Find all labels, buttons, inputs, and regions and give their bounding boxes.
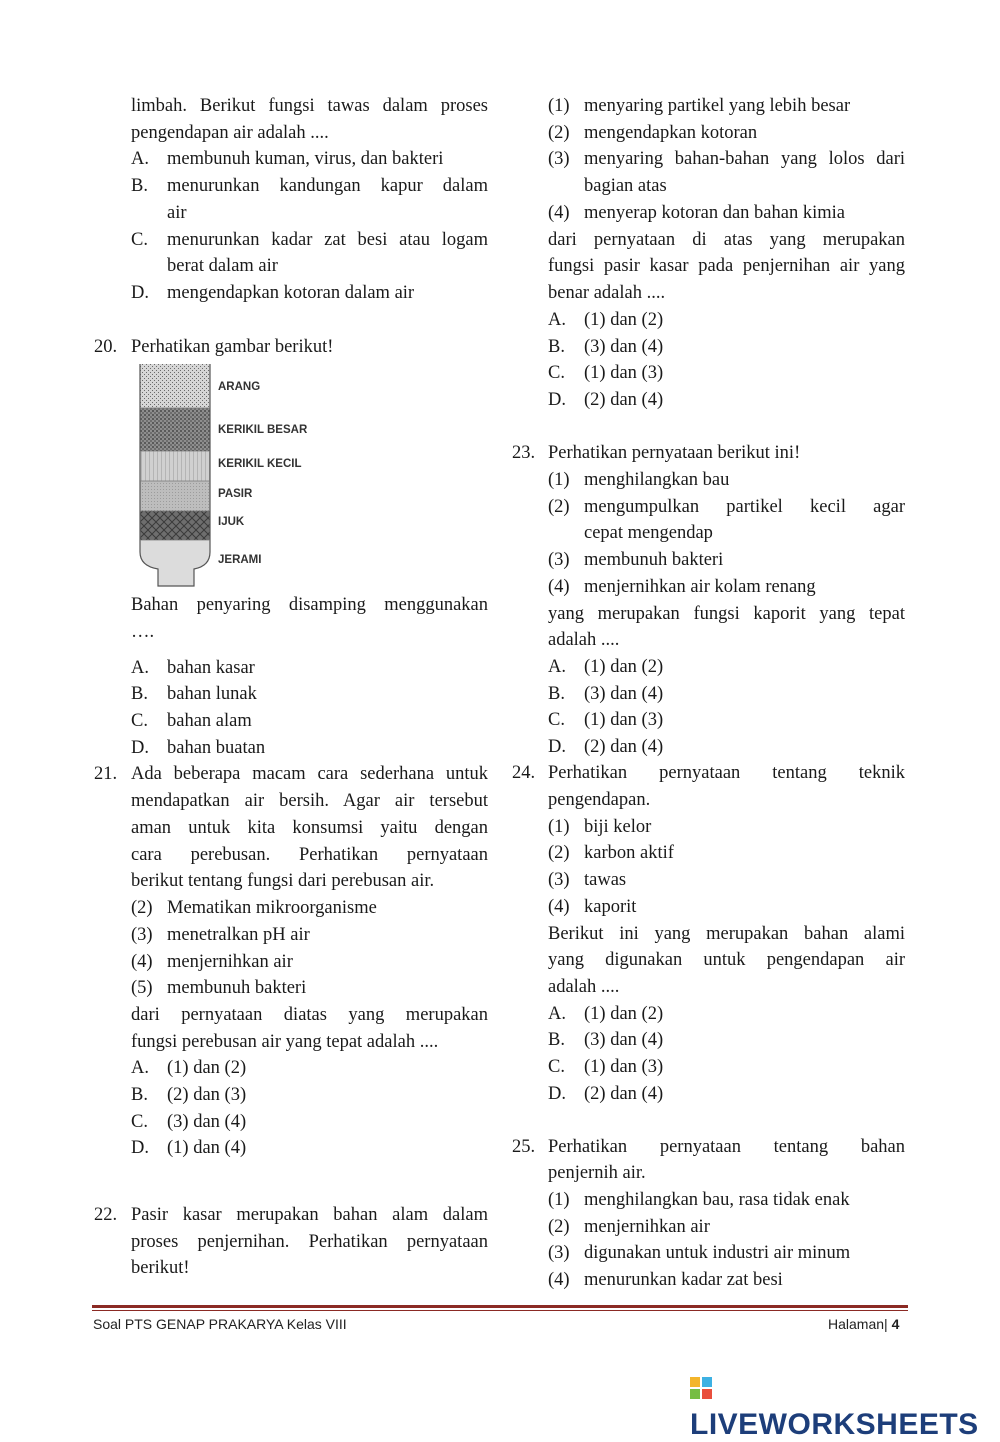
q21-question-line-1: dari pernyataan diatas yang merupakan bbox=[131, 1005, 488, 1025]
q20-option-d[interactable]: bahan buatan bbox=[167, 738, 266, 758]
q21-option-c-letter: C. bbox=[131, 1112, 148, 1132]
q24-option-a[interactable]: (1) dan (2) bbox=[584, 1004, 664, 1024]
q20-option-d-letter: D. bbox=[131, 738, 149, 758]
q23-option-a[interactable]: (1) dan (2) bbox=[584, 657, 664, 677]
q22-statement-num: (2) bbox=[548, 123, 570, 143]
q20-option-c[interactable]: bahan alam bbox=[167, 711, 252, 731]
q24-statement: karbon aktif bbox=[584, 843, 674, 863]
q20-option-a[interactable]: bahan kasar bbox=[167, 658, 255, 678]
q21-option-d[interactable]: (1) dan (4) bbox=[167, 1138, 247, 1158]
label-jerami: JERAMI bbox=[218, 554, 262, 566]
q25-stem-line-1: Perhatikan pernyataan tentang bahan bbox=[548, 1137, 905, 1157]
q20-caption-line-1: Bahan penyaring disamping menggunakan bbox=[131, 595, 488, 615]
q24-question-line-3: adalah .... bbox=[548, 977, 620, 997]
q21-stem-line-5: berikut tentang fungsi dari perebusan air. bbox=[131, 871, 435, 891]
label-pasir: PASIR bbox=[218, 488, 253, 500]
q25-statement: menurunkan kadar zat besi bbox=[584, 1270, 783, 1290]
q23-statement-num: (1) bbox=[548, 470, 570, 490]
q22-statement: mengendapkan kotoran bbox=[584, 123, 758, 143]
q23-option-b[interactable]: (3) dan (4) bbox=[584, 684, 664, 704]
q20-option-b-letter: B. bbox=[131, 684, 148, 704]
q21-option-c[interactable]: (3) dan (4) bbox=[167, 1112, 247, 1132]
q25-statement: digunakan untuk industri air minum bbox=[584, 1243, 851, 1263]
q24-option-c-letter: C. bbox=[548, 1057, 565, 1077]
q22-option-b[interactable]: (3) dan (4) bbox=[584, 337, 664, 357]
q22-question-line-2: fungsi pasir kasar pada penjernihan air yang bbox=[548, 256, 905, 276]
q21-option-b[interactable]: (2) dan (3) bbox=[167, 1085, 247, 1105]
q19-option-c-letter: C. bbox=[131, 230, 148, 250]
q25-statement-num: (2) bbox=[548, 1217, 570, 1237]
q24-stem-line-1: Perhatikan pernyataan tentang teknik bbox=[548, 763, 905, 783]
q24-question-line-2: yang digunakan untuk pengendapan air bbox=[548, 950, 905, 970]
q24-question-line-1: Berikut ini yang merupakan bahan alami bbox=[548, 924, 905, 944]
q19-option-c-cont: berat dalam air bbox=[167, 256, 278, 276]
q24-statement: tawas bbox=[584, 870, 627, 890]
q24-statement-num: (2) bbox=[548, 843, 570, 863]
q21-statement-num: (3) bbox=[131, 925, 153, 945]
q24-option-b[interactable]: (3) dan (4) bbox=[584, 1030, 664, 1050]
q22-statement-cont: bagian atas bbox=[584, 176, 667, 196]
q21-option-a[interactable]: (1) dan (2) bbox=[167, 1058, 247, 1078]
q21-number: 21. bbox=[94, 764, 118, 784]
q22-stem-line-2: proses penjernihan. Perhatikan pernyataan bbox=[131, 1232, 488, 1252]
q19-option-d[interactable]: mengendapkan kotoran dalam air bbox=[167, 283, 415, 303]
q23-option-d-letter: D. bbox=[548, 737, 566, 757]
q22-statement-num: (3) bbox=[548, 149, 570, 169]
layer-kerikil-kecil bbox=[140, 451, 210, 481]
q19-option-b-letter: B. bbox=[131, 176, 148, 196]
q25-statement-num: (1) bbox=[548, 1190, 570, 1210]
q24-option-d-letter: D. bbox=[548, 1084, 566, 1104]
q22-statement: menyerap kotoran dan bahan kimia bbox=[584, 203, 845, 223]
q21-question-line-2: fungsi perebusan air yang tepat adalah .... bbox=[131, 1032, 439, 1052]
layer-ijuk bbox=[140, 511, 210, 540]
layer-arang bbox=[140, 364, 210, 408]
q19-option-d-letter: D. bbox=[131, 283, 149, 303]
q23-option-d[interactable]: (2) dan (4) bbox=[584, 737, 664, 757]
q25-number: 25. bbox=[512, 1137, 536, 1157]
q21-option-a-letter: A. bbox=[131, 1058, 149, 1078]
q19-option-a-letter: A. bbox=[131, 149, 149, 169]
q23-statement-num: (3) bbox=[548, 550, 570, 570]
q24-number: 24. bbox=[512, 763, 536, 783]
q21-statement: menetralkan pH air bbox=[167, 925, 310, 945]
q20-number: 20. bbox=[94, 337, 118, 357]
q23-statement: menghilangkan bau bbox=[584, 470, 730, 490]
q25-statement-num: (4) bbox=[548, 1270, 570, 1290]
q22-number: 22. bbox=[94, 1205, 118, 1225]
q21-stem-line-1: Ada beberapa macam cara sederhana untuk bbox=[131, 764, 488, 784]
q23-statement: mengumpulkan partikel kecil agar bbox=[584, 497, 905, 517]
q20-option-b[interactable]: bahan lunak bbox=[167, 684, 257, 704]
q23-stem: Perhatikan pernyataan berikut ini! bbox=[548, 443, 801, 463]
liveworksheets-grid-icon bbox=[690, 1377, 714, 1401]
q23-statement-num: (4) bbox=[548, 577, 570, 597]
q22-stem-line-1: Pasir kasar merupakan bahan alam dalam bbox=[131, 1205, 488, 1225]
q21-stem-line-3: aman untuk kita konsumsi yaitu dengan bbox=[131, 818, 488, 838]
q21-statement: Mematikan mikroorganisme bbox=[167, 898, 377, 918]
q23-statement-cont: cepat mengendap bbox=[584, 523, 713, 543]
q24-option-d[interactable]: (2) dan (4) bbox=[584, 1084, 664, 1104]
q21-stem-line-4: cara perebusan. Perhatikan pernyataan bbox=[131, 845, 488, 865]
q21-stem-line-2: mendapatkan air bersih. Agar air tersebut bbox=[131, 791, 488, 811]
footer-rule bbox=[92, 1305, 908, 1308]
q25-stem-line-2: penjernih air. bbox=[548, 1163, 646, 1183]
q20-stem: Perhatikan gambar berikut! bbox=[131, 337, 334, 357]
q25-statement: menghilangkan bau, rasa tidak enak bbox=[584, 1190, 850, 1210]
q22-option-a[interactable]: (1) dan (2) bbox=[584, 310, 664, 330]
layer-jerami bbox=[140, 540, 210, 586]
footer-rule-thin bbox=[92, 1310, 908, 1311]
layer-kerikil-besar bbox=[140, 408, 210, 451]
q23-question-line-2: adalah .... bbox=[548, 630, 620, 650]
q22-option-c-letter: C. bbox=[548, 363, 565, 383]
layer-pasir bbox=[140, 481, 210, 511]
q25-statement-num: (3) bbox=[548, 1243, 570, 1263]
q19-stem-line-1: limbah. Berikut fungsi tawas dalam proses bbox=[131, 96, 488, 116]
label-ijuk: IJUK bbox=[218, 516, 245, 528]
q23-statement: menjernihkan air kolam renang bbox=[584, 577, 816, 597]
q23-number: 23. bbox=[512, 443, 536, 463]
q23-option-c[interactable]: (1) dan (3) bbox=[584, 710, 664, 730]
q25-statement: menjernihkan air bbox=[584, 1217, 710, 1237]
q21-statement-num: (4) bbox=[131, 952, 153, 972]
label-arang: ARANG bbox=[218, 381, 261, 393]
q22-option-d[interactable]: (2) dan (4) bbox=[584, 390, 664, 410]
label-kerikil-kecil: KERIKIL KECIL bbox=[218, 458, 302, 470]
q22-statement: menyaring bahan-bahan yang lolos dari bbox=[584, 149, 905, 169]
q20-caption-line-2: …. bbox=[131, 622, 155, 642]
footer-title: Soal PTS GENAP PRAKARYA Kelas VIII bbox=[93, 1316, 347, 1332]
q24-statement-num: (3) bbox=[548, 870, 570, 890]
q19-option-b-cont: air bbox=[167, 203, 187, 223]
footer-page bbox=[828, 1316, 899, 1332]
q19-stem-line-2: pengendapan air adalah .... bbox=[131, 123, 329, 143]
q23-option-c-letter: C. bbox=[548, 710, 565, 730]
footer-page-label: Halaman| bbox=[828, 1316, 888, 1332]
q24-option-c[interactable]: (1) dan (3) bbox=[584, 1057, 664, 1077]
q21-option-b-letter: B. bbox=[131, 1085, 148, 1105]
q24-statement-num: (1) bbox=[548, 817, 570, 837]
q21-statement-num: (2) bbox=[131, 898, 153, 918]
q21-statement: membunuh bakteri bbox=[167, 978, 307, 998]
q24-statement: biji kelor bbox=[584, 817, 652, 837]
q19-option-a[interactable]: membunuh kuman, virus, dan bakteri bbox=[167, 149, 444, 169]
q23-option-a-letter: A. bbox=[548, 657, 566, 677]
label-kerikil-besar: KERIKIL BESAR bbox=[218, 424, 308, 436]
q24-statement-num: (4) bbox=[548, 897, 570, 917]
q22-option-b-letter: B. bbox=[548, 337, 565, 357]
q23-statement: membunuh bakteri bbox=[584, 550, 724, 570]
q22-option-d-letter: D. bbox=[548, 390, 566, 410]
q22-option-a-letter: A. bbox=[548, 310, 566, 330]
q20-option-a-letter: A. bbox=[131, 658, 149, 678]
q21-statement-num: (5) bbox=[131, 978, 153, 998]
q22-option-c[interactable]: (1) dan (3) bbox=[584, 363, 664, 383]
q22-statement: menyaring partikel yang lebih besar bbox=[584, 96, 851, 116]
q22-question-line-3: benar adalah .... bbox=[548, 283, 666, 303]
q22-statement-num: (4) bbox=[548, 203, 570, 223]
q23-question-line-1: yang merupakan fungsi kaporit yang tepat bbox=[548, 604, 905, 624]
q22-statement-num: (1) bbox=[548, 96, 570, 116]
q22-question-line-1: dari pernyataan di atas yang merupakan bbox=[548, 230, 905, 250]
footer-page-number: 4 bbox=[891, 1316, 900, 1332]
q19-option-c[interactable]: menurunkan kadar zat besi atau logam bbox=[167, 230, 488, 250]
q19-option-b[interactable]: menurunkan kandungan kapur dalam bbox=[167, 176, 488, 196]
q21-statement: menjernihkan air bbox=[167, 952, 293, 972]
q24-option-b-letter: B. bbox=[548, 1030, 565, 1050]
liveworksheets-text: LIVEWORKSHEETS bbox=[690, 1408, 979, 1441]
q20-option-c-letter: C. bbox=[131, 711, 148, 731]
q23-statement-num: (2) bbox=[548, 497, 570, 517]
q24-statement: kaporit bbox=[584, 897, 637, 917]
q22-stem-line-3: berikut! bbox=[131, 1258, 190, 1278]
q24-stem-line-2: pengendapan. bbox=[548, 790, 651, 810]
q21-option-d-letter: D. bbox=[131, 1138, 149, 1158]
liveworksheets-logo bbox=[690, 1374, 1000, 1442]
q24-option-a-letter: A. bbox=[548, 1004, 566, 1024]
q23-option-b-letter: B. bbox=[548, 684, 565, 704]
